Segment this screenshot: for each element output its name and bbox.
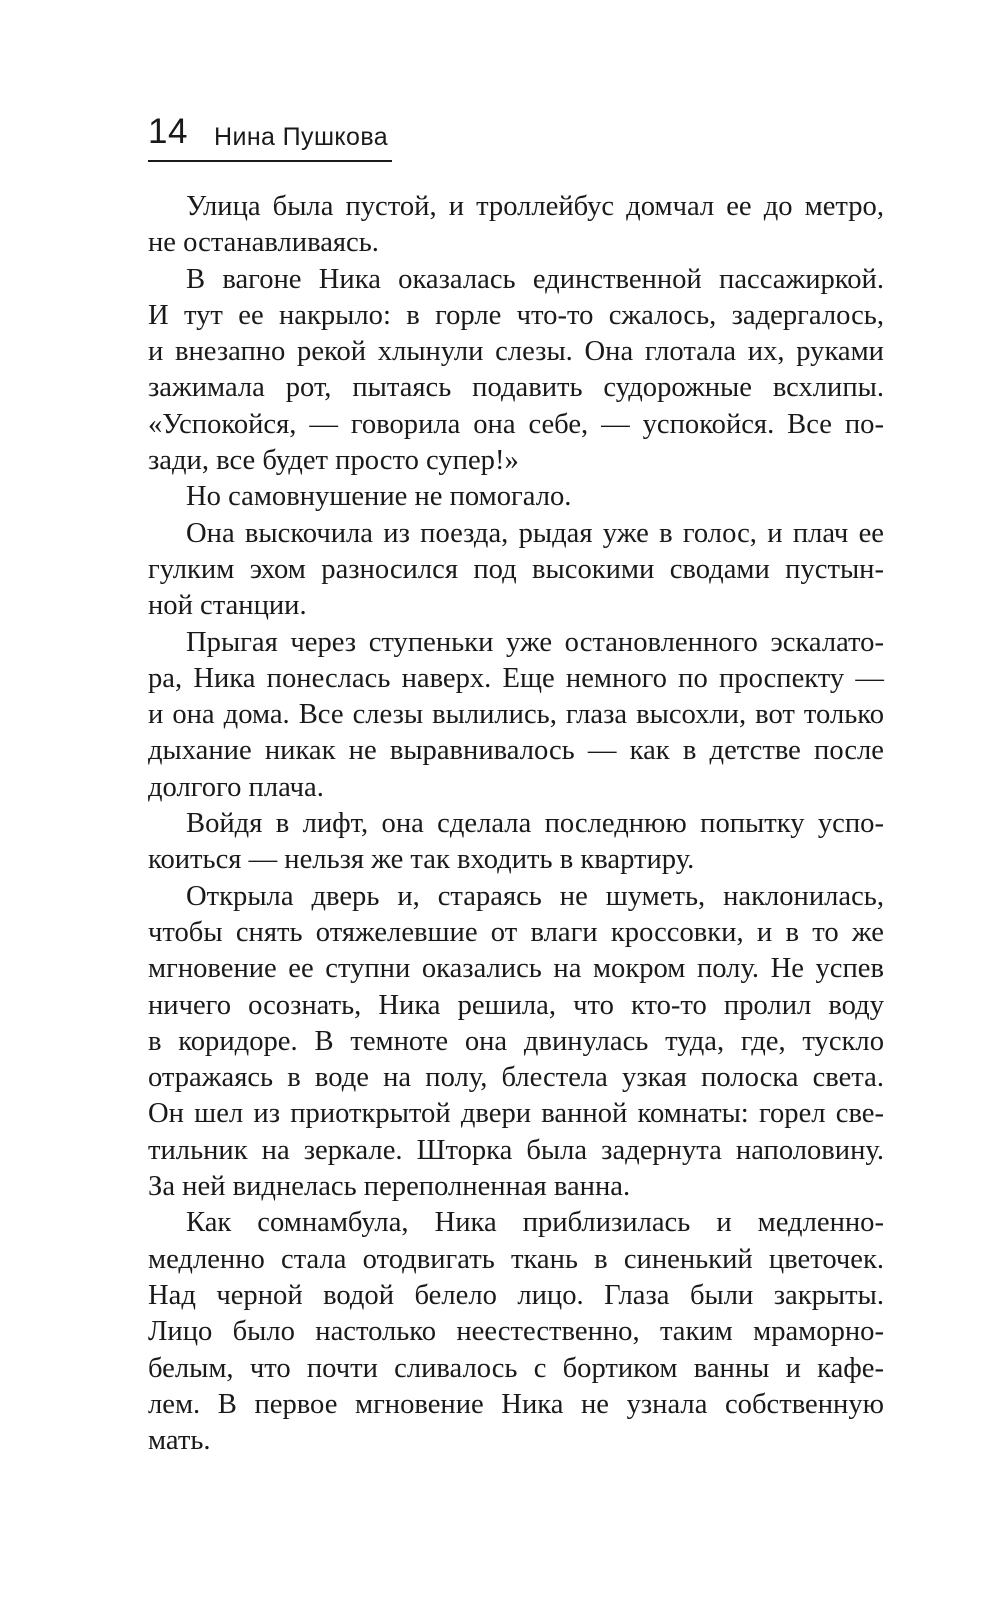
text-line: лем. В первое мгновение Ника не узнала собственную	[148, 1388, 884, 1420]
text-line: медленно стала отодвигать ткань в синенький цветочек.	[148, 1243, 884, 1275]
paragraph	[148, 189, 884, 262]
text-line: Войдя в лифт, она сделала последнюю попытку успо-	[186, 808, 884, 840]
text-line: ра, Ника понеслась наверх. Еще немного по проспекту —	[148, 662, 884, 694]
body-text	[148, 189, 884, 1459]
text-line: мать.	[148, 1425, 211, 1457]
author-name: Нина Пушкова	[214, 123, 389, 151]
paragraph	[148, 262, 884, 480]
text-line: долгого плача.	[148, 771, 324, 803]
paragraph	[148, 879, 884, 1206]
text-line: гулким эхом разносился под высокими сводами пустын-	[148, 553, 884, 585]
text-line: коиться — нельзя же так входить в квартиру.	[148, 844, 695, 876]
text-line: белым, что почти сливалось с бортиком ванны и кафе-	[148, 1352, 884, 1384]
running-header	[148, 108, 392, 162]
text-line: В вагоне Ника оказалась единственной пассажиркой.	[186, 263, 884, 295]
paragraph	[148, 625, 884, 806]
text-line: зажимала рот, пытаясь подавить судорожные всхлипы.	[148, 372, 884, 404]
text-line: отражаясь в воде на полу, блестела узкая полоска света.	[148, 1062, 884, 1094]
text-line: Прыгая через ступеньки уже остановленного эскалато-	[186, 626, 884, 658]
text-line: не останавливаясь.	[148, 227, 379, 259]
paragraph	[148, 516, 884, 625]
text-line: «Успокойся, — говорила она себе, — успокойся. Все по-	[148, 408, 884, 440]
paragraph	[148, 1205, 884, 1459]
page-number: 14	[148, 112, 188, 151]
text-line: ной станции.	[148, 590, 307, 622]
text-line: Как сомнамбула, Ника приблизилась и медленно-	[186, 1207, 884, 1239]
text-line: тильник на зеркале. Шторка была задернута наполовину.	[148, 1134, 884, 1166]
text-line: Над черной водой белело лицо. Глаза были закрыты.	[148, 1279, 884, 1311]
text-line: За ней виднелась переполненная ванна.	[148, 1171, 631, 1203]
text-line: Но самовнушение не помогало.	[186, 481, 572, 513]
text-line: Она выскочила из поезда, рыдая уже в голос, и плач ее	[186, 517, 884, 549]
paragraph	[148, 479, 884, 515]
text-line: чтобы снять отяжелевшие от влаги кроссовки, и в то же	[148, 916, 884, 948]
text-line: И тут ее накрыло: в горле что-то сжалось, задергалось,	[148, 299, 884, 331]
text-line: и она дома. Все слезы вылились, глаза высохли, вот только	[148, 699, 884, 731]
text-line: Улица была пустой, и троллейбус домчал ее до метро,	[186, 191, 884, 222]
text-line: Лицо было настолько неестественно, таким мраморно-	[148, 1316, 884, 1348]
text-line: ничего осознать, Ника решила, что кто-то пролил воду	[148, 989, 884, 1021]
text-line: и внезапно рекой хлынули слезы. Она глотала их, руками	[148, 336, 884, 368]
text-line: Он шел из приоткрытой двери ванной комнаты: горел све-	[148, 1098, 884, 1130]
text-line: мгновение ее ступни оказались на мокром полу. Не успев	[148, 953, 884, 985]
text-line: в коридоре. В темноте она двинулась туда, где, тускло	[148, 1025, 884, 1057]
paragraph	[148, 806, 884, 879]
text-line: зади, все будет просто супер!»	[148, 445, 519, 477]
text-line: Открыла дверь и, стараясь не шуметь, наклонилась,	[186, 880, 884, 912]
text-line: дыхание никак не выравнивалось — как в детстве после	[148, 735, 884, 767]
